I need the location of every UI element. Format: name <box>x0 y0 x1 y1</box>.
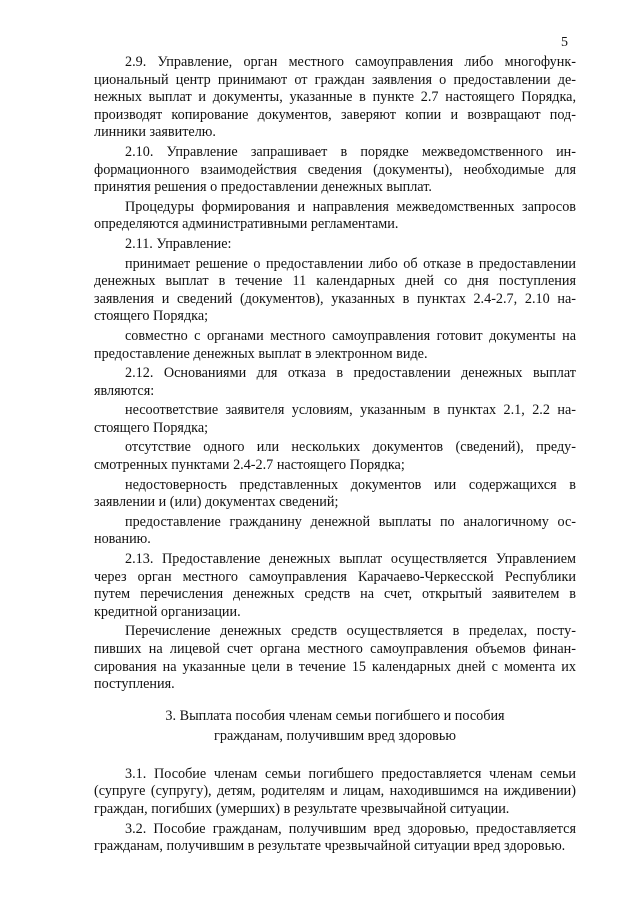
paragraph-procedures: Процедуры формирования и направления межведомственных запросов определяются административными регламентами. <box>94 198 576 233</box>
paragraph-2-11-documents: совместно с органами местного самоуправления готовит документы на предоставление денежных выплат в электронном виде. <box>94 327 576 362</box>
section-3-heading-line-1: 3. Выплата пособия членам семьи погибшего и пособия <box>165 707 505 724</box>
paragraph-2-13: 2.13. Предоставление денежных выплат осуществляется Управлением через орган местного самоуправления Карачаево-Черкесской Республики путем перечисления денежных средств на счет, открытый заявителем в кредитной организации. <box>94 551 576 620</box>
section-3-heading-line-2: гражданам, получившим вред здоровью <box>214 727 456 744</box>
paragraph-2-12-missing: отсутствие одного или нескольких документов (сведений), предусмотренных пунктами 2.4-2.7 настоящего Порядка; <box>94 439 576 474</box>
document-body <box>94 54 576 858</box>
paragraph-2-12: 2.12. Основаниями для отказа в предоставлении денежных выплат являются: <box>94 365 576 399</box>
paragraph-2-12-duplicate: предоставление гражданину денежной выплаты по аналогичному основанию. <box>94 513 576 548</box>
paragraph-2-10: 2.10. Управление запрашивает в порядке межведомственного информационного взаимодействия сведения (документы), необходимые для принятия решения о предоставлении денежных выплат. <box>94 143 576 196</box>
paragraph-2-9: 2.9. Управление, орган местного самоуправления либо многофункциональный центр принимают от граждан заявления о предоставлении денежных выплат и документы, указанные в пункте 2.7 настоящего Порядка, производят копирование документов, заверяют копии и возвращают подлинники заявителю. <box>94 54 576 141</box>
paragraph-2-12-unreliable: недостоверность представленных документов или содержащихся в заявлении и (или) документах сведений; <box>94 476 576 511</box>
paragraph-2-11: 2.11. Управление: <box>125 235 232 252</box>
paragraph-transfer: Перечисление денежных средств осуществляется в пределах, поступивших на лицевой счет органа местного самоуправления объемов финансирования на указанные цели в течение 15 календарных дней с момента их поступления. <box>94 623 576 693</box>
paragraph-2-12-mismatch: несоответствие заявителя условиям, указанным в пунктах 2.1, 2.2 настоящего Порядка; <box>94 402 576 436</box>
paragraph-3-1: 3.1. Пособие членам семьи погибшего предоставляется членам семьи (супруге (супругу), детям, родителям и лицам, находившимся на иждивении) граждан, погибших (умерших) в результате чрезвычайной ситуации. <box>94 765 576 817</box>
paragraph-2-11-decision: принимает решение о предоставлении либо об отказе в предоставлении денежных выплат в течение 11 календарных дней со дня поступления заявления и сведений (документов), указанных в пунктах 2.4-2.7, 2.10 настоящего Порядка; <box>94 255 576 325</box>
page-number: 5 <box>561 35 568 50</box>
paragraph-3-2: 3.2. Пособие гражданам, получившим вред здоровью, предоставляется гражданам, получившим в результате чрезвычайной ситуации вред здоровью. <box>94 820 576 855</box>
